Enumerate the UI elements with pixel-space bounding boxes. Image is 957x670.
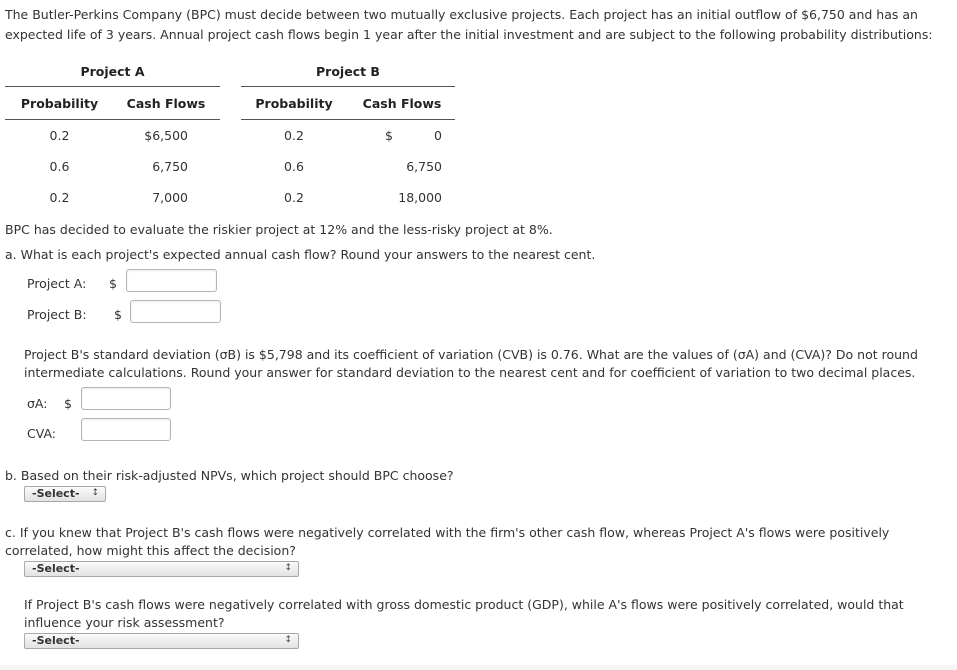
project-a-cash-flows-header: Cash Flows	[126, 96, 206, 111]
project-b-currency: $	[114, 307, 122, 322]
project-a-header-rule	[5, 119, 220, 120]
project-a-prob-cell: 0.2	[49, 190, 70, 205]
project-b-cf-cell: 6,750	[406, 159, 442, 174]
std-dev-instructions: Project B's standard deviation (σB) is $5,798 and its coefficient of variation (CVB) is 0.76. What are the values of (σA) and (CVA)? Do not round intermediate calculations. Round your answer for standard deviation to the nearest cent and for coefficient of variation to two decimal places.	[24, 347, 918, 380]
project-b-cf-cell: 18,000	[398, 190, 442, 205]
project-a-currency: $	[109, 276, 117, 291]
part-c-question-text: c. If you knew that Project B's cash flows were negatively correlated with the firm's other cash flow, whereas Project A's flows were positively correlated, how might this affect the decision?	[5, 525, 890, 558]
project-a-prob-cell: 0.2	[49, 128, 70, 143]
cv-a-input[interactable]	[81, 418, 171, 441]
updown-arrow-icon: ↕	[284, 563, 292, 573]
project-b-prob-cell: 0.2	[284, 190, 304, 205]
project-a-probability-header: Probability	[20, 96, 99, 111]
select-value: -Select-	[32, 487, 80, 500]
project-a-cf-cell: $6,500	[144, 128, 188, 143]
project-a-cf-cell: 7,000	[152, 190, 188, 205]
project-b-header-rule	[241, 119, 455, 120]
select-value: -Select-	[32, 634, 80, 647]
updown-arrow-icon: ↕	[91, 488, 99, 498]
part-c-question	[5, 524, 945, 560]
project-a-expected-cash-flow-input[interactable]	[126, 269, 217, 292]
project-a-title-rule	[5, 86, 220, 87]
sigma-a-currency: $	[64, 396, 72, 411]
project-b-cash-flows-header: Cash Flows	[362, 96, 442, 111]
project-b-prob-cell: 0.6	[284, 159, 304, 174]
project-b-dollar-sign: $	[385, 128, 393, 143]
updown-arrow-icon: ↕	[284, 635, 292, 645]
gdp-risk-select[interactable]	[24, 633, 299, 649]
part-a-question: a. What is each project's expected annual cash flow? Round your answers to the nearest cent.	[5, 247, 596, 262]
project-b-probability-header: Probability	[255, 96, 333, 111]
project-b-title: Project B	[316, 64, 380, 79]
project-b-prob-cell: 0.2	[284, 128, 304, 143]
bottom-shade	[0, 665, 957, 670]
project-a-prob-cell: 0.6	[49, 159, 70, 174]
risk-note: BPC has decided to evaluate the riskier project at 12% and the less-risky project at 8%.	[5, 222, 553, 237]
project-a-answer-label: Project A:	[27, 276, 87, 291]
project-b-answer-label: Project B:	[27, 307, 87, 322]
project-a-title: Project A	[80, 64, 145, 79]
project-a-cf-cell: 6,750	[152, 159, 188, 174]
project-b-title-rule	[241, 86, 455, 87]
correlation-decision-select[interactable]	[24, 561, 299, 577]
project-choice-select[interactable]	[24, 486, 106, 502]
problem-intro: The Butler-Perkins Company (BPC) must decide between two mutually exclusive projects. Each project has an initial outflow of $6,750 and has an expected life of 3 years. Annual project cash flows begin 1 year after the initial investment and are subject to the following probability distributions:	[5, 7, 933, 42]
project-b-cf-cell: 0	[434, 128, 442, 143]
sigma-a-label: σA:	[27, 396, 48, 411]
part-b-question: b. Based on their risk-adjusted NPVs, which project should BPC choose?	[5, 468, 454, 483]
select-value: -Select-	[32, 562, 80, 575]
project-b-expected-cash-flow-input[interactable]	[130, 300, 221, 323]
cv-a-label: CVA:	[27, 426, 57, 441]
gdp-question: If Project B's cash flows were negatively correlated with gross domestic product (GDP), while A's flows were positively correlated, would that influence your risk assessment?	[24, 597, 904, 630]
sigma-a-input[interactable]	[81, 387, 171, 410]
